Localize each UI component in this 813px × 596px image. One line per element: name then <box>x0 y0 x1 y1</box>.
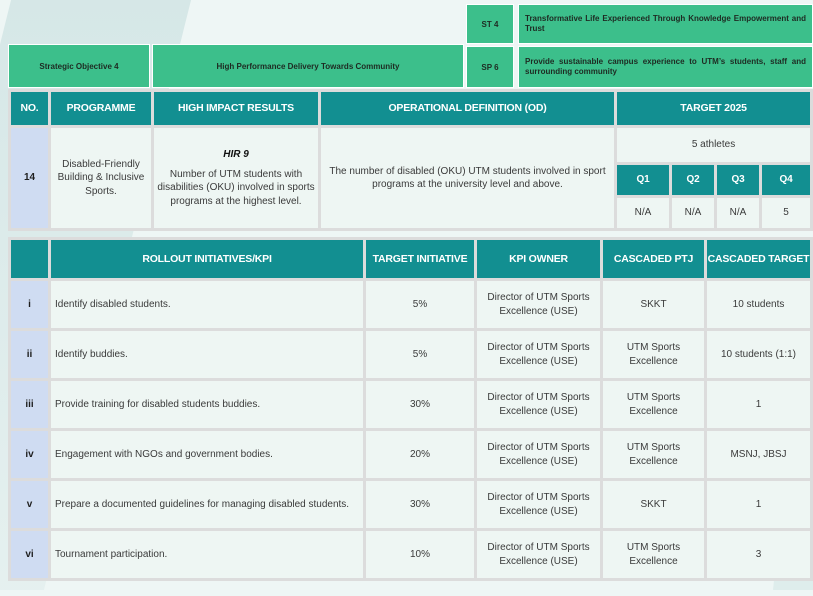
quarter-q1: Q1 <box>617 165 669 195</box>
programme-table <box>8 89 813 231</box>
strategic-objective-label: Strategic Objective 4 <box>8 44 150 88</box>
hir-cell <box>154 128 318 228</box>
header-target-initiative: TARGET INITIATIVE <box>366 240 474 278</box>
row-cascaded-ptj: SKKT <box>603 281 704 328</box>
quarter-q4: Q4 <box>762 165 810 195</box>
row-kpi-owner: Director of UTM Sports Excellence (USE) <box>477 381 600 428</box>
table-row <box>11 531 810 578</box>
row-cascaded-target: MSNJ, JBSJ <box>707 431 810 478</box>
hir-title: HIR 9 <box>223 149 249 160</box>
strategic-objective-text: High Performance Delivery Towards Community <box>152 44 464 88</box>
table-row <box>11 381 810 428</box>
table-row <box>11 481 810 528</box>
row-cascaded-ptj: UTM Sports Excellence <box>603 431 704 478</box>
row-target-initiative: 30% <box>366 381 474 428</box>
row-initiative: Prepare a documented guidelines for managing disabled students. <box>51 481 363 528</box>
row-initiative: Identify disabled students. <box>51 281 363 328</box>
sp-code: SP 6 <box>466 46 514 88</box>
row-kpi-owner: Director of UTM Sports Excellence (USE) <box>477 481 600 528</box>
table-row <box>11 331 810 378</box>
row-index: iii <box>11 381 48 428</box>
quarter-value-q2: N/A <box>672 198 714 228</box>
header-target: TARGET 2025 <box>617 92 810 125</box>
strategic-header <box>8 4 813 90</box>
header-cascaded-target: CASCADED TARGET <box>707 240 810 278</box>
programme-row <box>11 128 810 162</box>
table-row <box>11 431 810 478</box>
target-total: 5 athletes <box>617 128 810 162</box>
row-index: v <box>11 481 48 528</box>
quarter-value-q1: N/A <box>617 198 669 228</box>
row-index: vi <box>11 531 48 578</box>
row-cascaded-ptj: UTM Sports Excellence <box>603 331 704 378</box>
row-cascaded-target: 10 students <box>707 281 810 328</box>
quarter-q3: Q3 <box>717 165 759 195</box>
st-text: Transformative Life Experienced Through Knowledge Empowerment and Trust <box>518 4 813 44</box>
header-initiative: ROLLOUT INITIATIVES/KPI <box>51 240 363 278</box>
row-initiative: Identify buddies. <box>51 331 363 378</box>
header-cascaded-ptj: CASCADED PTJ <box>603 240 704 278</box>
row-target-initiative: 20% <box>366 431 474 478</box>
row-initiative: Tournament participation. <box>51 531 363 578</box>
initiatives-table <box>8 237 813 581</box>
row-target-initiative: 10% <box>366 531 474 578</box>
programme-name: Disabled-Friendly Building & Inclusive Sports. <box>51 128 151 228</box>
header-kpi-owner: KPI OWNER <box>477 240 600 278</box>
row-index: ii <box>11 331 48 378</box>
row-initiative: Provide training for disabled students buddies. <box>51 381 363 428</box>
hir-text: Number of UTM students with disabilities (OKU) involved in sports programs at the highest level. <box>157 168 315 207</box>
row-target-initiative: 5% <box>366 331 474 378</box>
programme-no: 14 <box>11 128 48 228</box>
row-kpi-owner: Director of UTM Sports Excellence (USE) <box>477 281 600 328</box>
header-no: NO. <box>11 92 48 125</box>
row-index: iv <box>11 431 48 478</box>
row-index: i <box>11 281 48 328</box>
row-cascaded-target: 1 <box>707 481 810 528</box>
row-kpi-owner: Director of UTM Sports Excellence (USE) <box>477 331 600 378</box>
table-row <box>11 281 810 328</box>
operational-definition: The number of disabled (OKU) UTM students involved in sport programs at the university level and above. <box>321 128 614 228</box>
row-cascaded-ptj: UTM Sports Excellence <box>603 531 704 578</box>
quarter-q2: Q2 <box>672 165 714 195</box>
st-code: ST 4 <box>466 4 514 44</box>
header-od: OPERATIONAL DEFINITION (OD) <box>321 92 614 125</box>
header-hir: HIGH IMPACT RESULTS <box>154 92 318 125</box>
row-target-initiative: 30% <box>366 481 474 528</box>
row-initiative: Engagement with NGOs and government bodies. <box>51 431 363 478</box>
row-cascaded-target: 10 students (1:1) <box>707 331 810 378</box>
row-kpi-owner: Director of UTM Sports Excellence (USE) <box>477 431 600 478</box>
header-programme: PROGRAMME <box>51 92 151 125</box>
row-cascaded-target: 1 <box>707 381 810 428</box>
sp-text: Provide sustainable campus experience to UTM’s students, staff and surrounding community <box>518 46 813 88</box>
header-index <box>11 240 48 278</box>
row-cascaded-target: 3 <box>707 531 810 578</box>
row-kpi-owner: Director of UTM Sports Excellence (USE) <box>477 531 600 578</box>
quarter-value-q4: 5 <box>762 198 810 228</box>
row-cascaded-ptj: SKKT <box>603 481 704 528</box>
row-target-initiative: 5% <box>366 281 474 328</box>
quarter-value-q3: N/A <box>717 198 759 228</box>
initiatives-header-row <box>11 240 810 278</box>
programme-header-row <box>11 92 810 125</box>
row-cascaded-ptj: UTM Sports Excellence <box>603 381 704 428</box>
